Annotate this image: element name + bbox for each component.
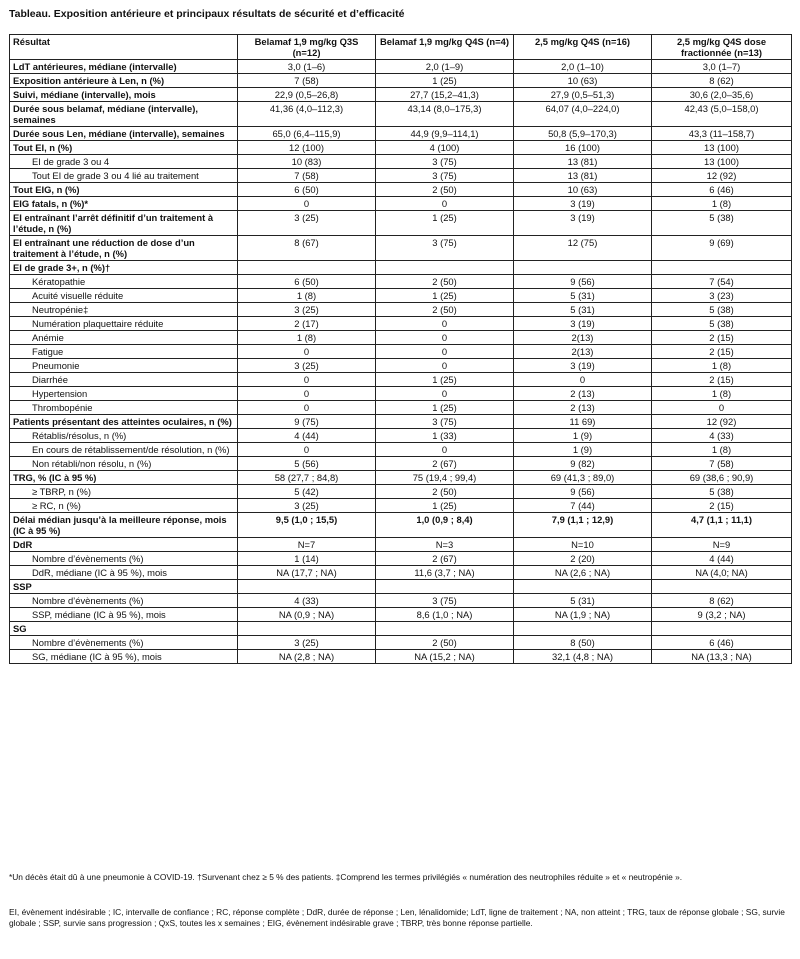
table-row [10, 622, 792, 636]
cell-q4s-25: 5 (31) [514, 303, 652, 317]
cell-q3s-19 [238, 580, 376, 594]
row-label: Anémie [10, 331, 238, 345]
cell-q4s-25-split: 1 (8) [652, 387, 792, 401]
row-label: Pneumonie [10, 359, 238, 373]
cell-q4s-25-split: 5 (38) [652, 303, 792, 317]
cell-q4s-25: 2 (13) [514, 401, 652, 415]
table-row [10, 471, 792, 485]
cell-q3s-19: NA (17,7 ; NA) [238, 566, 376, 580]
row-label: Fatigue [10, 345, 238, 359]
table-row [10, 127, 792, 141]
cell-q4s-19: 1 (25) [376, 499, 514, 513]
row-label: Patients présentant des atteintes oculaires, n (%) [10, 415, 238, 429]
cell-q4s-19: 1,0 (0,9 ; 8,4) [376, 513, 514, 538]
row-label: Tout EI, n (%) [10, 141, 238, 155]
cell-q4s-25: 8 (50) [514, 636, 652, 650]
row-label: Nombre d’évènements (%) [10, 552, 238, 566]
row-label: Tout EI de grade 3 ou 4 lié au traitement [10, 169, 238, 183]
cell-q4s-19: NA (15,2 ; NA) [376, 650, 514, 664]
cell-q4s-25-split: 9 (69) [652, 236, 792, 261]
row-label: DdR, médiane (IC à 95 %), mois [10, 566, 238, 580]
table-row [10, 415, 792, 429]
cell-q4s-25-split [652, 580, 792, 594]
row-label: Diarrhée [10, 373, 238, 387]
table-subrow [10, 636, 792, 650]
cell-q4s-25: 12 (75) [514, 236, 652, 261]
cell-q4s-25-split: 1 (8) [652, 443, 792, 457]
table-subrow [10, 499, 792, 513]
cell-q4s-19: 3 (75) [376, 155, 514, 169]
cell-q4s-25-split: 5 (38) [652, 211, 792, 236]
cell-q3s-19: 7 (58) [238, 74, 376, 88]
cell-q3s-19: 10 (83) [238, 155, 376, 169]
cell-q4s-19 [376, 580, 514, 594]
table-row [10, 183, 792, 197]
cell-q3s-19: 6 (50) [238, 183, 376, 197]
cell-q4s-25-split: 4,7 (1,1 ; 11,1) [652, 513, 792, 538]
cell-q4s-19: 2,0 (1–9) [376, 60, 514, 74]
cell-q3s-19: 4 (33) [238, 594, 376, 608]
cell-q3s-19: 1 (8) [238, 289, 376, 303]
table-row [10, 538, 792, 552]
table-row [10, 261, 792, 275]
cell-q4s-19: 2 (50) [376, 636, 514, 650]
row-label: EIG fatals, n (%)* [10, 197, 238, 211]
cell-q3s-19: 0 [238, 197, 376, 211]
cell-q4s-25-split [652, 622, 792, 636]
table-subrow [10, 275, 792, 289]
row-label: TRG, % (IC à 95 %) [10, 471, 238, 485]
cell-q4s-19: 2 (67) [376, 457, 514, 471]
cell-q4s-25: 3 (19) [514, 359, 652, 373]
row-label: En cours de rétablissement/de résolution, n (%) [10, 443, 238, 457]
cell-q4s-19: 3 (75) [376, 415, 514, 429]
row-label: Non rétabli/non résolu, n (%) [10, 457, 238, 471]
cell-q4s-25-split: 43,3 (11–158,7) [652, 127, 792, 141]
cell-q4s-25: 64,07 (4,0–224,0) [514, 102, 652, 127]
cell-q3s-19: 65,0 (6,4–115,9) [238, 127, 376, 141]
cell-q4s-25-split: 6 (46) [652, 636, 792, 650]
results-table-wrapper [9, 34, 791, 664]
cell-q4s-25: N=10 [514, 538, 652, 552]
cell-q4s-19: 3 (75) [376, 169, 514, 183]
row-label: Hypertension [10, 387, 238, 401]
row-label: DdR [10, 538, 238, 552]
cell-q3s-19: 41,36 (4,0–112,3) [238, 102, 376, 127]
header-belamaf-19-q4s: Belamaf 1,9 mg/kg Q4S (n=4) [376, 35, 514, 60]
cell-q4s-19: N=3 [376, 538, 514, 552]
cell-q4s-25-split: 2 (15) [652, 499, 792, 513]
cell-q4s-19: 27,7 (15,2–41,3) [376, 88, 514, 102]
cell-q4s-19: 2 (50) [376, 485, 514, 499]
row-label: Nombre d’évènements (%) [10, 636, 238, 650]
cell-q3s-19: 3 (25) [238, 359, 376, 373]
cell-q4s-25: 13 (81) [514, 155, 652, 169]
cell-q4s-19: 2 (50) [376, 275, 514, 289]
cell-q4s-25-split: 8 (62) [652, 74, 792, 88]
cell-q4s-19: 1 (25) [376, 401, 514, 415]
cell-q3s-19: 7 (58) [238, 169, 376, 183]
cell-q4s-19: 1 (25) [376, 211, 514, 236]
cell-q4s-25-split: 7 (54) [652, 275, 792, 289]
cell-q4s-25-split: 42,43 (5,0–158,0) [652, 102, 792, 127]
cell-q4s-25: 10 (63) [514, 74, 652, 88]
cell-q4s-25-split: 3 (23) [652, 289, 792, 303]
row-label: ≥ RC, n (%) [10, 499, 238, 513]
table-subrow [10, 650, 792, 664]
cell-q3s-19: 5 (56) [238, 457, 376, 471]
cell-q4s-19: 0 [376, 359, 514, 373]
cell-q3s-19: NA (0,9 ; NA) [238, 608, 376, 622]
cell-q4s-25-split: 12 (92) [652, 415, 792, 429]
cell-q4s-25 [514, 622, 652, 636]
cell-q4s-19: 43,14 (8,0–175,3) [376, 102, 514, 127]
cell-q3s-19: 12 (100) [238, 141, 376, 155]
cell-q4s-19: 2 (67) [376, 552, 514, 566]
cell-q3s-19: 3 (25) [238, 211, 376, 236]
table-subrow [10, 608, 792, 622]
row-label: Nombre d’évènements (%) [10, 594, 238, 608]
row-label: Acuité visuelle réduite [10, 289, 238, 303]
cell-q4s-19: 3 (75) [376, 594, 514, 608]
cell-q4s-25: 1 (9) [514, 443, 652, 457]
cell-q4s-25-split: NA (13,3 ; NA) [652, 650, 792, 664]
header-belamaf-19-q3s: Belamaf 1,9 mg/kg Q3S (n=12) [238, 35, 376, 60]
cell-q4s-25: 7 (44) [514, 499, 652, 513]
cell-q4s-25: 27,9 (0,5–51,3) [514, 88, 652, 102]
cell-q4s-25: NA (1,9 ; NA) [514, 608, 652, 622]
cell-q3s-19: 3 (25) [238, 499, 376, 513]
table-subrow [10, 594, 792, 608]
row-label: Délai médian jusqu’à la meilleure réponse, mois (IC à 95 %) [10, 513, 238, 538]
cell-q4s-25-split: 2 (15) [652, 373, 792, 387]
cell-q3s-19 [238, 622, 376, 636]
cell-q4s-19: 0 [376, 345, 514, 359]
table-row [10, 74, 792, 88]
cell-q4s-19: 0 [376, 317, 514, 331]
table-subrow [10, 169, 792, 183]
table-subrow [10, 303, 792, 317]
cell-q3s-19: 22,9 (0,5–26,8) [238, 88, 376, 102]
cell-q4s-25-split: 9 (3,2 ; NA) [652, 608, 792, 622]
table-subrow [10, 155, 792, 169]
table-subrow [10, 317, 792, 331]
cell-q3s-19: 5 (42) [238, 485, 376, 499]
cell-q4s-25: 9 (82) [514, 457, 652, 471]
row-label: Durée sous belamaf, médiane (intervalle), semaines [10, 102, 238, 127]
cell-q4s-25: 9 (56) [514, 275, 652, 289]
cell-q4s-25-split: 12 (92) [652, 169, 792, 183]
table-caption: Tableau. Exposition antérieure et principaux résultats de sécurité et d’efficacité [9, 8, 405, 20]
cell-q3s-19: 3,0 (1–6) [238, 60, 376, 74]
cell-q4s-25: 0 [514, 373, 652, 387]
cell-q3s-19: 9,5 (1,0 ; 15,5) [238, 513, 376, 538]
row-label: SSP [10, 580, 238, 594]
cell-q4s-25: 5 (31) [514, 289, 652, 303]
row-label: EI de grade 3+, n (%)† [10, 261, 238, 275]
row-label: Tout EIG, n (%) [10, 183, 238, 197]
table-header-row [10, 35, 792, 60]
cell-q4s-25-split: 6 (46) [652, 183, 792, 197]
row-label: Durée sous Len, médiane (intervalle), semaines [10, 127, 238, 141]
cell-q4s-25: 2(13) [514, 345, 652, 359]
cell-q3s-19: 0 [238, 387, 376, 401]
cell-q4s-25-split: 30,6 (2,0–35,6) [652, 88, 792, 102]
cell-q4s-25-split: 4 (33) [652, 429, 792, 443]
table-subrow [10, 331, 792, 345]
cell-q4s-19: 0 [376, 331, 514, 345]
cell-q4s-19: 44,9 (9,9–114,1) [376, 127, 514, 141]
cell-q4s-25-split: 7 (58) [652, 457, 792, 471]
cell-q4s-25-split: 4 (44) [652, 552, 792, 566]
table-subrow [10, 552, 792, 566]
cell-q4s-25: 9 (56) [514, 485, 652, 499]
row-label: SSP, médiane (IC à 95 %), mois [10, 608, 238, 622]
cell-q3s-19: NA (2,8 ; NA) [238, 650, 376, 664]
table-subrow [10, 359, 792, 373]
cell-q4s-25-split: 1 (8) [652, 359, 792, 373]
cell-q4s-25-split: NA (4,0; NA) [652, 566, 792, 580]
cell-q4s-19: 0 [376, 443, 514, 457]
cell-q4s-19: 0 [376, 197, 514, 211]
cell-q3s-19: 1 (8) [238, 331, 376, 345]
cell-q4s-25-split: 5 (38) [652, 485, 792, 499]
table-subrow [10, 345, 792, 359]
cell-q4s-19: 1 (25) [376, 373, 514, 387]
row-label: EI de grade 3 ou 4 [10, 155, 238, 169]
cell-q4s-19: 3 (75) [376, 236, 514, 261]
cell-q3s-19: 4 (44) [238, 429, 376, 443]
cell-q4s-25: 50,8 (5,9–170,3) [514, 127, 652, 141]
cell-q4s-19: 1 (25) [376, 74, 514, 88]
cell-q4s-25-split: 3,0 (1–7) [652, 60, 792, 74]
row-label: Kératopathie [10, 275, 238, 289]
cell-q4s-25: 69 (41,3 ; 89,0) [514, 471, 652, 485]
cell-q4s-25-split: N=9 [652, 538, 792, 552]
row-label: EI entraînant l’arrêt définitif d’un traitement à l’étude, n (%) [10, 211, 238, 236]
cell-q3s-19: N=7 [238, 538, 376, 552]
table-subrow [10, 443, 792, 457]
cell-q4s-25-split: 1 (8) [652, 197, 792, 211]
table-footnote: *Un décès était dû à une pneumonie à COVID-19. †Survenant chez ≥ 5 % des patients. ‡Comprend les termes privilégiés « numération des neutrophiles réduite » et « neutropénie ». [9, 872, 683, 882]
cell-q4s-19: 75 (19,4 ; 99,4) [376, 471, 514, 485]
table-subrow [10, 401, 792, 415]
cell-q4s-19: 8,6 (1,0 ; NA) [376, 608, 514, 622]
cell-q4s-19: 0 [376, 387, 514, 401]
table-subrow [10, 387, 792, 401]
cell-q3s-19: 8 (67) [238, 236, 376, 261]
row-label: Numération plaquettaire réduite [10, 317, 238, 331]
cell-q3s-19: 58 (27,7 ; 84,8) [238, 471, 376, 485]
cell-q3s-19: 9 (75) [238, 415, 376, 429]
cell-q3s-19: 0 [238, 443, 376, 457]
row-label: EI entraînant une réduction de dose d’un traitement à l’étude, n (%) [10, 236, 238, 261]
row-label: Suivi, médiane (intervalle), mois [10, 88, 238, 102]
table-row [10, 197, 792, 211]
cell-q3s-19: 3 (25) [238, 303, 376, 317]
cell-q4s-25: 2(13) [514, 331, 652, 345]
cell-q3s-19: 2 (17) [238, 317, 376, 331]
cell-q4s-25: 1 (9) [514, 429, 652, 443]
cell-q4s-25-split: 69 (38,6 ; 90,9) [652, 471, 792, 485]
results-table [9, 34, 792, 664]
cell-q4s-25-split: 8 (62) [652, 594, 792, 608]
cell-q3s-19: 6 (50) [238, 275, 376, 289]
table-subrow [10, 429, 792, 443]
cell-q4s-25: 2 (13) [514, 387, 652, 401]
cell-q4s-25: 3 (19) [514, 317, 652, 331]
table-row [10, 60, 792, 74]
row-label: Exposition antérieure à Len, n (%) [10, 74, 238, 88]
cell-q4s-25-split: 0 [652, 401, 792, 415]
cell-q4s-25-split: 5 (38) [652, 317, 792, 331]
table-row [10, 236, 792, 261]
row-label: SG [10, 622, 238, 636]
cell-q4s-25: 11 69) [514, 415, 652, 429]
cell-q4s-25: 3 (19) [514, 211, 652, 236]
cell-q4s-19: 2 (50) [376, 303, 514, 317]
row-label: Thrombopénie [10, 401, 238, 415]
cell-q3s-19: 0 [238, 373, 376, 387]
table-row [10, 102, 792, 127]
cell-q4s-25 [514, 580, 652, 594]
table-row [10, 141, 792, 155]
row-label: LdT antérieures, médiane (intervalle) [10, 60, 238, 74]
cell-q4s-19: 11,6 (3,7 ; NA) [376, 566, 514, 580]
cell-q4s-25: 2 (20) [514, 552, 652, 566]
row-label: ≥ TBRP, n (%) [10, 485, 238, 499]
cell-q4s-25-split: 13 (100) [652, 141, 792, 155]
cell-q3s-19: 0 [238, 401, 376, 415]
cell-q4s-25: 10 (63) [514, 183, 652, 197]
cell-q4s-19: 2 (50) [376, 183, 514, 197]
cell-q4s-25: 2,0 (1–10) [514, 60, 652, 74]
cell-q4s-25: 16 (100) [514, 141, 652, 155]
cell-q4s-25: 13 (81) [514, 169, 652, 183]
cell-q4s-25: 7,9 (1,1 ; 12,9) [514, 513, 652, 538]
cell-q4s-19: 1 (33) [376, 429, 514, 443]
abbreviations-note: EI, évènement indésirable ; IC, intervalle de confiance ; RC, réponse complète ; DdR, durée de réponse ; Len, lénalidomide; LdT, ligne de traitement ; NA, non atteint ; TRG, taux de réponse globale ; SG, survie globale ; SSP, survie sans progression ; QxS, toutes les x semaines ; EIG, évènement indésirable grave ; TBRP, très bonne réponse partielle. [9, 907, 785, 928]
cell-q4s-25-split: 13 (100) [652, 155, 792, 169]
cell-q4s-25: NA (2,6 ; NA) [514, 566, 652, 580]
table-row [10, 88, 792, 102]
cell-q4s-25: 32,1 (4,8 ; NA) [514, 650, 652, 664]
table-row [10, 580, 792, 594]
table-row [10, 211, 792, 236]
cell-q3s-19: 0 [238, 345, 376, 359]
row-label: SG, médiane (IC à 95 %), mois [10, 650, 238, 664]
cell-q4s-19 [376, 261, 514, 275]
cell-q4s-19: 1 (25) [376, 289, 514, 303]
cell-q4s-25-split: 2 (15) [652, 331, 792, 345]
cell-q4s-25 [514, 261, 652, 275]
cell-q4s-25-split: 2 (15) [652, 345, 792, 359]
table-body [10, 60, 792, 664]
cell-q3s-19 [238, 261, 376, 275]
table-subrow [10, 289, 792, 303]
header-result: Résultat [10, 35, 238, 60]
table-subrow [10, 373, 792, 387]
row-label: Neutropénie‡ [10, 303, 238, 317]
header-25-q4s-split-dose: 2,5 mg/kg Q4S dose fractionnée (n=13) [652, 35, 792, 60]
table-subrow [10, 457, 792, 471]
table-subrow [10, 566, 792, 580]
cell-q4s-25: 5 (31) [514, 594, 652, 608]
cell-q4s-19 [376, 622, 514, 636]
cell-q4s-25-split [652, 261, 792, 275]
table-subrow [10, 485, 792, 499]
cell-q4s-25: 3 (19) [514, 197, 652, 211]
cell-q3s-19: 1 (14) [238, 552, 376, 566]
table-row [10, 513, 792, 538]
cell-q4s-19: 4 (100) [376, 141, 514, 155]
row-label: Rétablis/résolus, n (%) [10, 429, 238, 443]
cell-q3s-19: 3 (25) [238, 636, 376, 650]
header-25-q4s: 2,5 mg/kg Q4S (n=16) [514, 35, 652, 60]
